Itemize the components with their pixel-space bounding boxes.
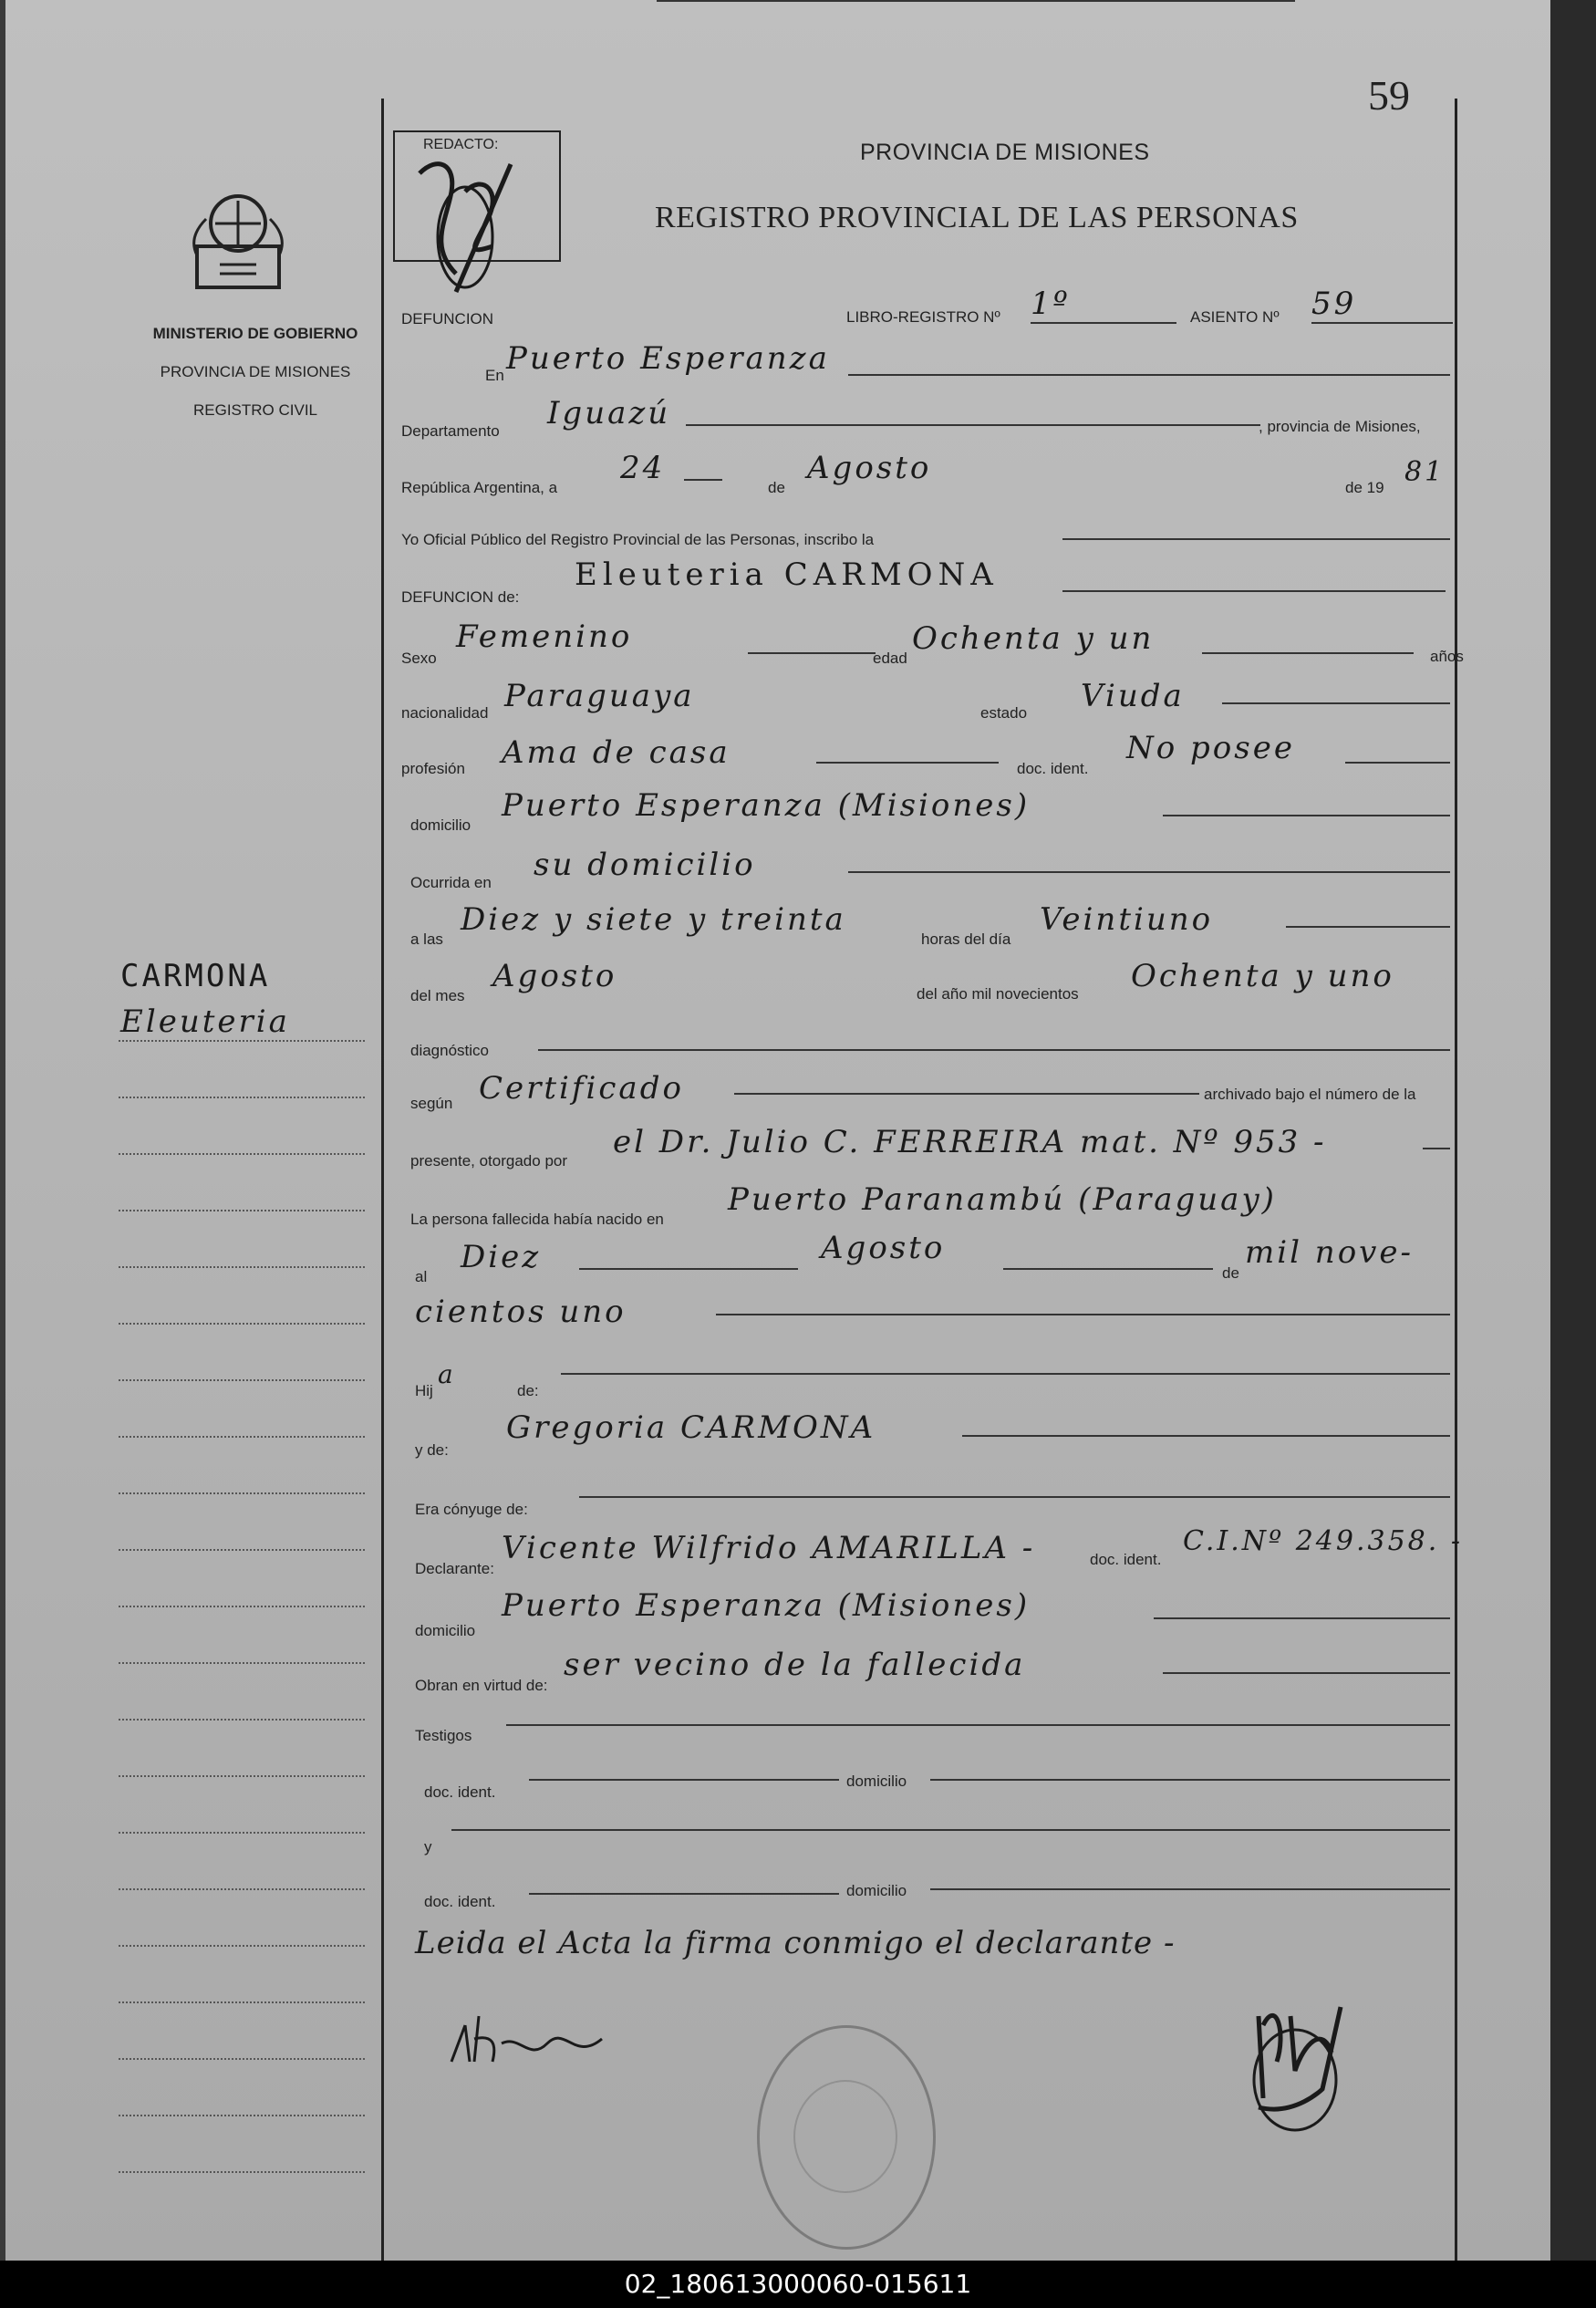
label-del-anio: del año mil novecientos (917, 985, 1079, 1003)
margin-dotted-line (119, 1832, 365, 1834)
label-domicilio: domicilio (410, 816, 472, 834)
page-number: 59 (1368, 72, 1410, 119)
closing-text: Leida el Acta la firma conmigo el declarante - (415, 1925, 1176, 1961)
label-domicilio-2: domicilio (415, 1622, 476, 1639)
margin-dotted-line (119, 2001, 365, 2003)
rule-domicilio-4 (930, 1888, 1450, 1890)
rule-segun (734, 1093, 1199, 1095)
rule-nac-dia (579, 1268, 798, 1270)
rule-doc-ident (1345, 762, 1450, 764)
label-provincia-misiones: , provincia de Misiones, (1259, 418, 1421, 435)
label-declarante: Declarante: (415, 1560, 494, 1577)
initials-signature (447, 2007, 611, 2080)
value-profesion: Ama de casa (502, 734, 731, 771)
rule-nac-mes (1003, 1268, 1213, 1270)
label-profesion: profesión (401, 760, 465, 777)
margin-surname: CARMONA (120, 958, 271, 994)
value-nacionalidad: Paraguaya (504, 678, 695, 714)
value-estado: Viuda (1081, 678, 1185, 714)
rule-nac-anio-2 (716, 1314, 1450, 1315)
margin-dotted-line (119, 1549, 365, 1551)
rule-declarante-dom (1154, 1617, 1450, 1619)
label-presente: presente, otorgado por (410, 1152, 568, 1170)
value-nac-anio-1: mil nove- (1245, 1234, 1414, 1271)
value-dia: 24 (620, 450, 666, 486)
rule-otorgado (1423, 1148, 1450, 1149)
label-asiento: ASIENTO Nº (1190, 308, 1280, 326)
margin-given-name: Eleuteria (120, 1003, 290, 1040)
value-declarante-doc: C.I.Nº 249.358. - (1183, 1525, 1463, 1557)
label-yo-oficial: Yo Oficial Público del Registro Provincial de las Personas, inscribo la (401, 531, 875, 548)
rule-domicilio-3 (930, 1779, 1450, 1781)
label-del-mes: del mes (410, 987, 465, 1004)
label-conyuge: Era cónyuge de: (415, 1501, 528, 1518)
value-declarante-dom: Puerto Esperanza (Misiones) (502, 1587, 1031, 1624)
left-header-ministry: MINISTERIO DE GOBIERNO (152, 325, 358, 342)
margin-dotted-line (119, 1210, 365, 1211)
label-declarante-doc: doc. ident. (1090, 1551, 1162, 1568)
label-y: y (424, 1838, 432, 1856)
label-anios: años (1430, 648, 1464, 665)
rule-mes-letras (657, 0, 912, 2)
margin-dotted-line (119, 1945, 365, 1947)
label-y-de: y de: (415, 1441, 449, 1459)
rule-madre (962, 1435, 1450, 1437)
ministry-seal-icon (179, 182, 297, 301)
rule-domicilio (1163, 815, 1450, 816)
header-registry: REGISTRO PROVINCIAL DE LAS PERSONAS (655, 201, 1299, 234)
label-republica: República Argentina, a (401, 479, 558, 496)
rule-nombre (1062, 590, 1446, 592)
margin-line-right (1455, 99, 1457, 2261)
official-stamp-center (793, 2080, 897, 2193)
label-domicilio-3: domicilio (846, 1773, 907, 1790)
margin-dotted-line (119, 1775, 365, 1777)
value-en: Puerto Esperanza (506, 340, 830, 377)
margin-dotted-line (119, 1436, 365, 1438)
margin-dotted-line (119, 1379, 365, 1381)
label-archivado: archivado bajo el número de la (1204, 1086, 1416, 1103)
rule-conyuge (579, 1496, 1450, 1498)
value-nac-anio-2: cientos uno (415, 1294, 627, 1330)
rule-diagnostico (538, 1049, 1450, 1051)
label-estado: estado (980, 704, 1028, 722)
binding-spine (1550, 0, 1596, 2261)
label-de-mes: de (768, 479, 785, 496)
value-hij-suffix: a (438, 1359, 456, 1389)
label-horas-del-dia: horas del día (921, 930, 1011, 948)
rule-en (848, 374, 1450, 376)
label-doc-ident: doc. ident. (1017, 760, 1089, 777)
margin-dotted-line (119, 1153, 365, 1155)
left-header-civil: REGISTRO CIVIL (192, 401, 318, 419)
margin-dotted-line (119, 2115, 365, 2116)
margin-dotted-line (119, 1492, 365, 1494)
label-defuncion-de: DEFUNCION de: (401, 588, 520, 606)
label-nacionalidad: nacionalidad (401, 704, 489, 722)
margin-dotted-line (119, 2058, 365, 2060)
left-header-province: PROVINCIA DE MISIONES (160, 363, 351, 380)
value-anio: 81 (1404, 456, 1446, 488)
value-nombre: Eleuteria CARMONA (575, 556, 999, 593)
official-signature (1222, 1989, 1386, 2144)
label-defuncion: DEFUNCION (401, 310, 494, 327)
label-hij-de: de: (517, 1382, 539, 1399)
rule-doc-ident-3 (529, 1779, 839, 1781)
label-ocurrida: Ocurrida en (410, 874, 492, 891)
label-obran: Obran en virtud de: (415, 1677, 548, 1694)
label-edad: edad (873, 650, 907, 667)
value-declarante: Vicente Wilfrido AMARILLA - (502, 1530, 1036, 1566)
label-segun: según (410, 1095, 453, 1112)
value-libro: 1º (1031, 286, 1071, 322)
rule-dia (684, 479, 722, 481)
value-sexo: Femenino (456, 619, 633, 655)
value-anio-letras: Ochenta y uno (1131, 958, 1394, 994)
rule-dia-letras (1286, 926, 1450, 928)
label-persona-nacido: La persona fallecida había nacido en (410, 1211, 664, 1228)
label-hij: Hij (415, 1382, 433, 1399)
value-dia-letras: Veintiuno (1040, 901, 1214, 938)
margin-dotted-line (119, 1888, 365, 1890)
rule-mes (939, 0, 1295, 2)
rule-ocurrida (848, 871, 1450, 873)
value-otorgado: el Dr. Julio C. FERREIRA mat. Nº 953 - (613, 1124, 1327, 1160)
value-ocurrida: su domicilio (534, 847, 756, 883)
value-asiento: 59 (1311, 286, 1357, 322)
label-testigos: Testigos (415, 1727, 472, 1744)
rule-profesion (816, 762, 999, 764)
rule-libro (1031, 322, 1176, 324)
value-mes-letras: Agosto (492, 958, 617, 994)
label-departamento: Departamento (401, 422, 500, 440)
rule-departamento (686, 424, 1260, 426)
label-sexo: Sexo (401, 650, 437, 667)
label-diagnostico: diagnóstico (410, 1042, 490, 1059)
margin-dotted-line (119, 1040, 365, 1042)
value-domicilio: Puerto Esperanza (Misiones) (502, 787, 1031, 824)
margin-dotted-line (119, 1266, 365, 1268)
label-libro: LIBRO-REGISTRO Nº (846, 308, 1000, 326)
label-de-nac: de (1222, 1264, 1239, 1282)
rule-edad (1202, 652, 1414, 654)
label-al: al (415, 1268, 428, 1285)
value-nac-mes: Agosto (821, 1230, 946, 1266)
value-nac-dia: Diez (461, 1239, 542, 1275)
margin-dotted-line (119, 1662, 365, 1664)
value-edad: Ochenta y un (912, 620, 1155, 657)
margin-dotted-line (119, 1097, 365, 1098)
rule-testigos (506, 1724, 1450, 1726)
rule-doc-ident-4 (529, 1893, 839, 1895)
value-horas: Diez y siete y treinta (461, 901, 846, 938)
margin-dotted-line (119, 1719, 365, 1721)
header-province: PROVINCIA DE MISIONES (860, 140, 1150, 165)
value-nacido-en: Puerto Paranambú (Paraguay) (728, 1181, 1277, 1218)
rule-yo-oficial (1062, 538, 1450, 540)
rule-hij-de (561, 1373, 1450, 1375)
rule-estado (1222, 702, 1450, 704)
margin-dotted-line (119, 1606, 365, 1607)
value-doc-ident: No posee (1126, 730, 1295, 766)
label-domicilio-4: domicilio (846, 1882, 907, 1899)
label-de-anio: de 19 (1345, 479, 1384, 496)
value-obran: ser vecino de la fallecida (564, 1647, 1026, 1683)
rule-obran (1163, 1672, 1450, 1674)
value-madre: Gregoria CARMONA (506, 1409, 876, 1446)
image-footer-id: 02_180613000060-015611 (0, 2261, 1596, 2308)
label-doc-ident-4: doc. ident. (424, 1893, 496, 1910)
label-en: En (485, 367, 504, 384)
label-doc-ident-3: doc. ident. (424, 1783, 496, 1801)
label-a-las: a las (410, 930, 443, 948)
margin-dotted-line (119, 2171, 365, 2173)
redacto-label: REDACTO: (423, 137, 499, 152)
margin-line-left (381, 99, 384, 2261)
rule-asiento (1311, 322, 1453, 324)
rule-y (451, 1829, 1450, 1831)
margin-dotted-line (119, 1323, 365, 1325)
value-mes: Agosto (807, 450, 932, 486)
value-segun: Certificado (479, 1070, 684, 1107)
redacto-signature (401, 137, 611, 301)
value-departamento: Iguazú (547, 395, 671, 431)
rule-sexo (748, 652, 876, 654)
